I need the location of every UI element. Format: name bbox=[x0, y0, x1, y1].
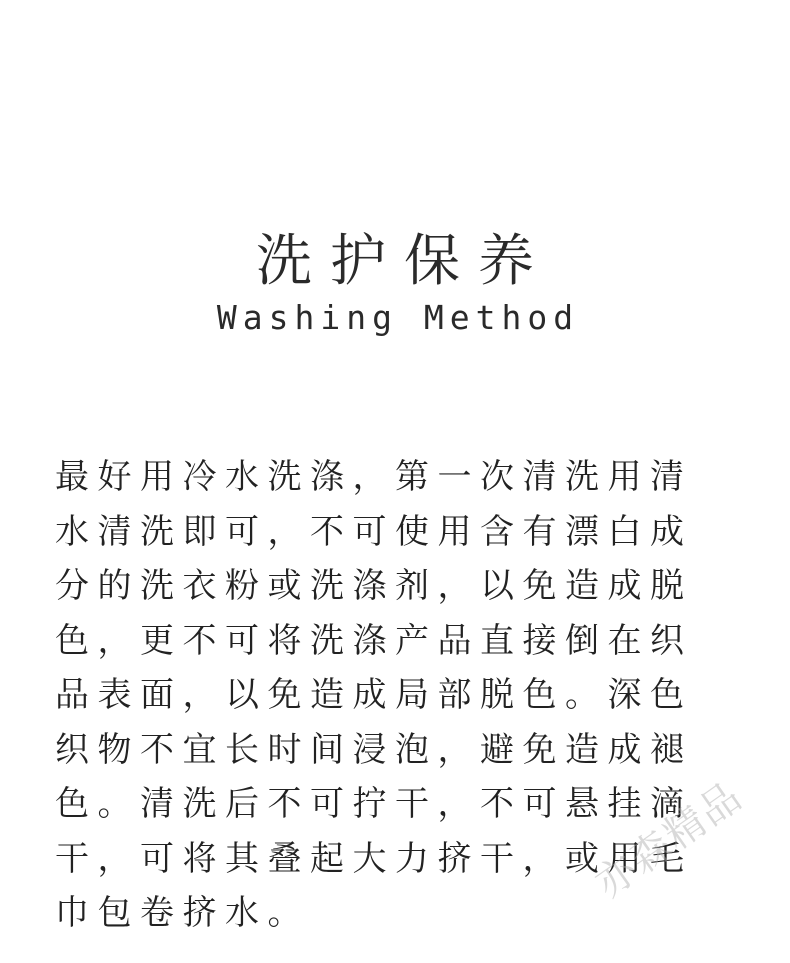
instruction-line: 品表面，以免造成局部脱色。深色 bbox=[55, 675, 693, 715]
brand-watermark: 亦森精品 bbox=[587, 773, 752, 908]
page-title: 洗护保养 bbox=[256, 229, 552, 294]
instruction-line: 织物不宜长时间浸泡，避免造成褪 bbox=[55, 729, 693, 770]
instruction-line: 色，更不可将洗涤产品直接倒在织 bbox=[55, 620, 693, 661]
instruction-line: 巾包卷挤水。 bbox=[55, 893, 310, 933]
instruction-line: 色。清洗后不可拧干，不可悬挂滴 bbox=[55, 784, 693, 824]
instruction-line: 最好用冷水洗涤，第一次清洗用清 bbox=[55, 457, 693, 497]
page-subtitle: Washing Method bbox=[216, 298, 580, 337]
instruction-line: 水清洗即可，不可使用含有漂白成 bbox=[55, 511, 693, 552]
instruction-line: 分的洗衣粉或洗涤剂，以免造成脱 bbox=[55, 566, 693, 606]
instruction-line: 干，可将其叠起大力挤干，或用毛 bbox=[55, 838, 693, 879]
